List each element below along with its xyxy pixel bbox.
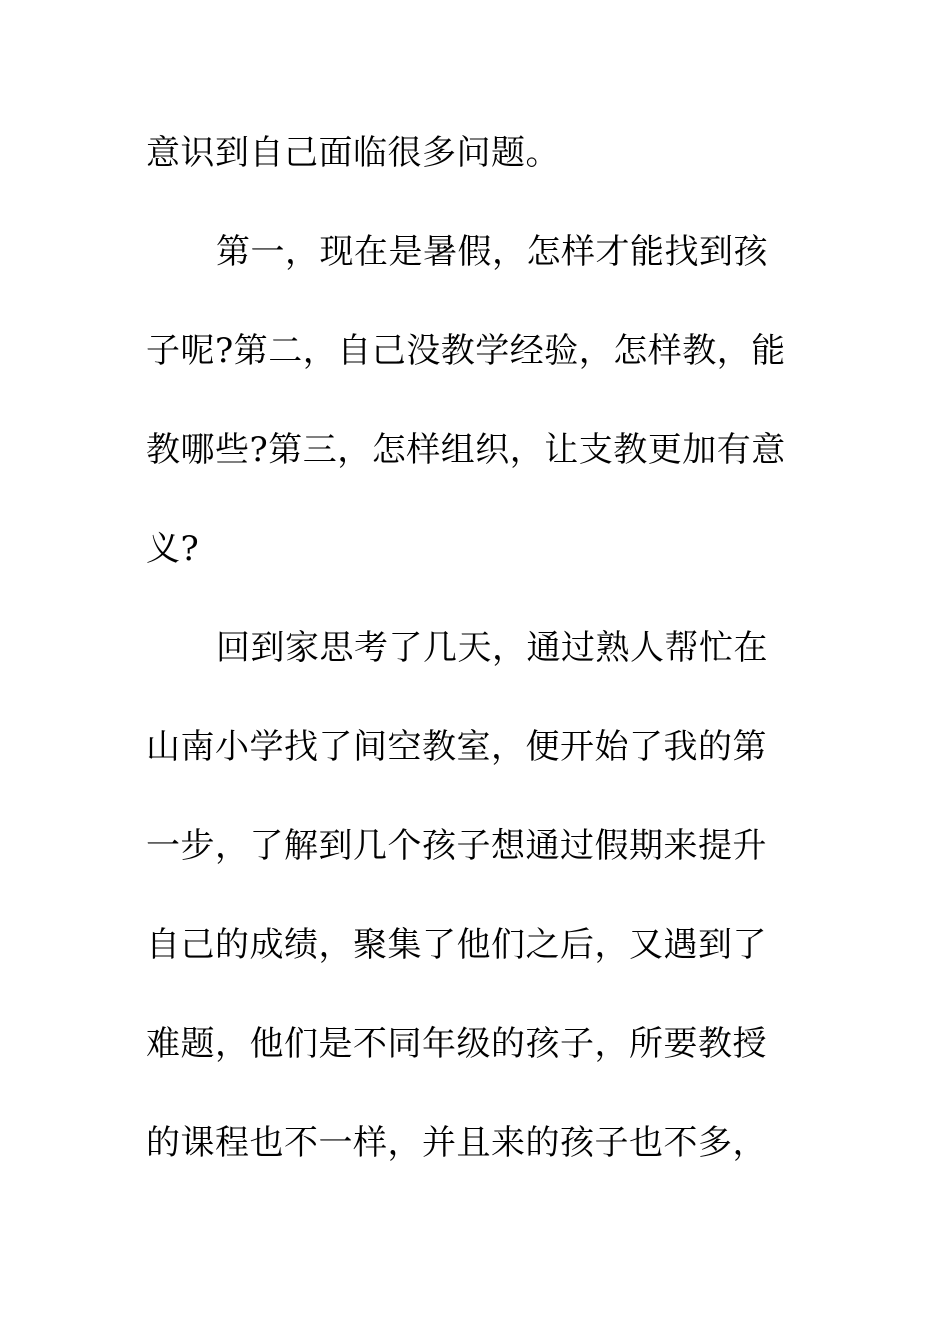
text-line: 一步，了解到几个孩子想通过假期来提升 — [146, 826, 767, 866]
text-line: 教哪些?第三，怎样组织，让支教更加有意 — [146, 430, 786, 470]
body-text — [146, 124, 826, 1213]
text-line: 意识到自己面临很多问题。 — [146, 133, 560, 173]
text-line: 自己的成绩，聚集了他们之后，又遇到了 — [146, 925, 767, 965]
text-line: 难题，他们是不同年级的孩子，所要教授 — [146, 1024, 767, 1064]
paragraph-start-line: 回到家思考了几天，通过熟人帮忙在 — [216, 628, 768, 668]
text-line: 山南小学找了间空教室，便开始了我的第 — [146, 727, 767, 767]
text-line: 义? — [146, 529, 200, 569]
paragraph-start-line: 第一，现在是暑假，怎样才能找到孩 — [216, 232, 768, 272]
text-line: 子呢?第二，自己没教学经验，怎样教，能 — [146, 331, 786, 371]
text-line: 的课程也不一样，并且来的孩子也不多， — [146, 1123, 767, 1163]
